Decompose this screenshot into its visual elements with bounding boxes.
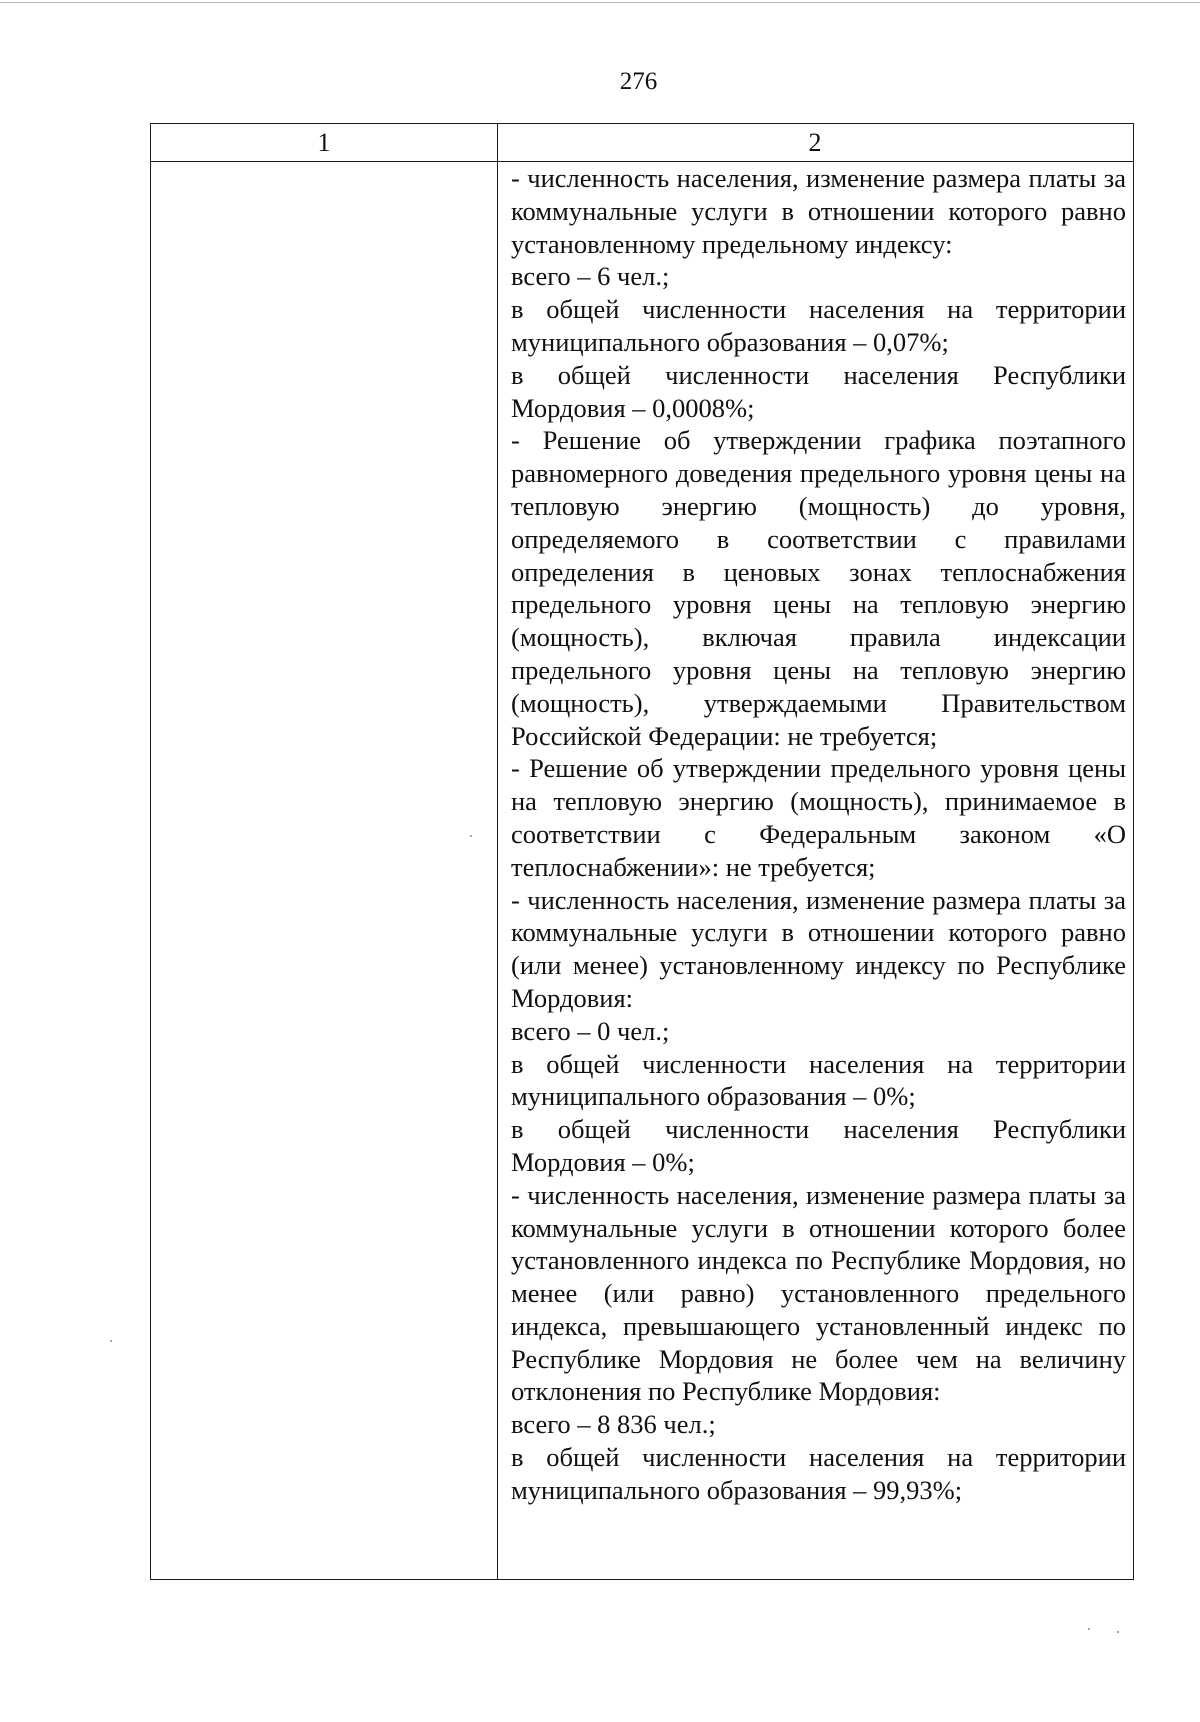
page-number: 276 <box>619 68 658 95</box>
paragraph: в общей численности населения Республики Мордовия – 0%; <box>511 1114 1126 1177</box>
paragraph: в общей численности населения на территории муниципального образования – 99,93%; <box>511 1442 1126 1505</box>
paragraph: в общей численности населения Республики Мордовия – 0,0008%; <box>511 359 1126 423</box>
table-header-row <box>151 124 1133 162</box>
column-header-2: 2 <box>808 128 822 157</box>
scan-speck <box>1117 1631 1119 1633</box>
paragraph: в общей численности населения на территории муниципального образования – 0%; <box>511 1048 1126 1112</box>
column-header-1: 1 <box>317 128 331 157</box>
paragraph: - Решение об утверждении графика поэтапного равномерного доведения предельного уровня цены на тепловую энергию (мощность) до уровня, определяемого в соответствии с правилами определения в ценовых зонах теплоснабжения предельного уровня цены на тепловую энергию (мощность), включая правила индексации предельного уровня цены на тепловую энергию (мощность), утверждаемыми Правительством Российской Федерации: не требуется; <box>511 425 1126 751</box>
paragraph: в общей численности населения на территории муниципального образования – 0,07%; <box>511 294 1126 357</box>
paragraph: - численность населения, изменение размера платы за коммунальные услуги в отношении которого равно установленному предельному индексу: <box>511 163 1126 259</box>
paragraph: - Решение об утверждении предельного уровня цены на тепловую энергию (мощность), принимаемое в соответствии с Федеральным законом «О теплоснабжении»: не требуется; <box>511 753 1126 882</box>
column-divider <box>497 124 498 1579</box>
paragraph: всего – 6 чел.; <box>511 261 670 292</box>
scan-speck <box>110 1340 112 1342</box>
scan-speck <box>1088 1628 1090 1630</box>
paragraph: - численность населения, изменение размера платы за коммунальные услуги в отношении которого равно (или менее) установленному индексу по Республике Мордовия: <box>511 884 1126 1013</box>
document-table <box>150 123 1134 1580</box>
scan-speck <box>470 835 472 837</box>
top-scan-edge <box>0 2 1200 3</box>
table-cell-content <box>511 162 1126 1507</box>
paragraph: всего – 0 чел.; <box>511 1015 670 1046</box>
paragraph: всего – 8 836 чел.; <box>511 1409 716 1440</box>
paragraph: - численность населения, изменение размера платы за коммунальные услуги в отношении которого более установленного индекса по Республике Мордовия, но менее (или равно) установленного предельного индекса, превышающего установленный индекс по Республике Мордовия не более чем на величину отклонения по Республике Мордовия: <box>511 1179 1126 1407</box>
